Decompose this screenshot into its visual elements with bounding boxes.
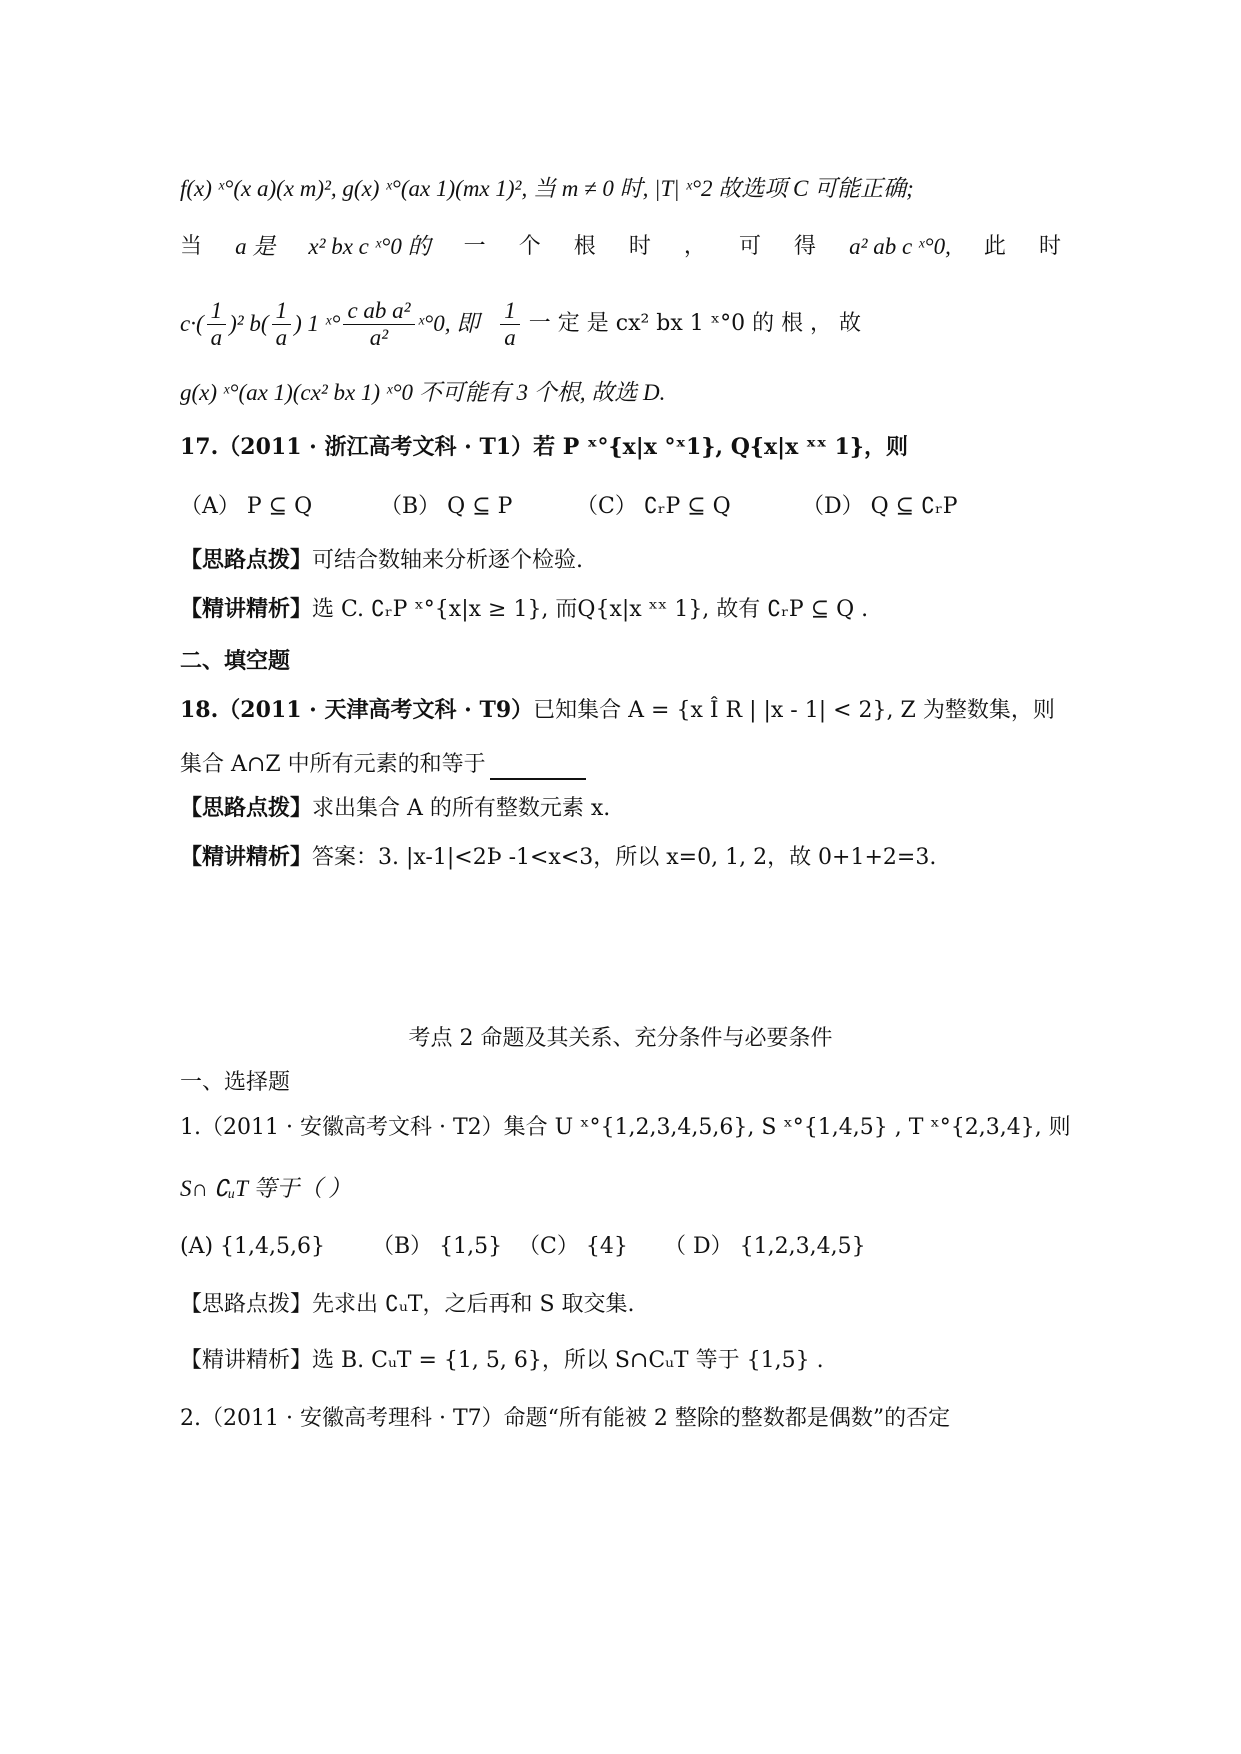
question-1-options <box>180 1232 1061 1262</box>
question-1-answer: 【精讲精析】选 B. CᵤT = {1, 5, 6}，所以 S∩CᵤT 等于 {1,5} . <box>180 1348 824 1373</box>
question-17: 17.（2011 · 浙江高考文科 · T1）若 P ˣ°{x|x °ˣ1}, Q{x|x ˣˣ 1}，则 <box>180 434 908 460</box>
question-18-answer: 【精讲精析】答案：3. |x-1|<2Þ -1<x<3，所以 x=0, 1, 2，故 0+1+2=3. <box>180 844 937 870</box>
option-b: （B） {1,5} <box>372 1234 503 1259</box>
option-b: （B） Q ⊆ P <box>380 494 513 519</box>
line-fraction-equation: c·( $\frac{1}{a}$ )² b( $\frac{1}{a}$ ) 1 ˣ° $\frac{\text{c ab a²}}{\text{a²}}$ ˣ°0, 即 $\frac{1}{a}$ 一 定 是 cx² bx 1 ˣ°0 的 根 ， 故 <box>180 297 862 350</box>
fraction-c-ab-a2: $\frac{\text{c ab a²}}{\text{a²}}$ <box>343 298 414 351</box>
answer-blank <box>490 756 586 780</box>
option-d: （ D） {1,2,3,4,5} <box>664 1234 866 1259</box>
option-c: （C） {4} <box>518 1234 628 1259</box>
line-f-g-definition: f(x) ˣ°(x a)(x m)², g(x) ˣ°(ax 1)(mx 1)², 当 m ≠ 0 时, |T| ˣ°2 故选项 C 可能正确; <box>180 176 914 201</box>
option-d: （D） Q ⊆ ∁ᵣP <box>802 494 958 519</box>
option-a: （A） P ⊆ Q <box>180 494 313 519</box>
question-17-answer: 【精讲精析】选 C. ∁ᵣP ˣ°{x|x ≥ 1}, 而Q{x|x ˣˣ 1}, 故有 ∁ᵣP ⊆ Q . <box>180 596 869 622</box>
question-2: 2.（2011 · 安徽高考理科 · T7）命题“所有能被 2 整除的整数都是偶数”的否定 <box>180 1406 951 1431</box>
question-1: 1.（2011 · 安徽高考文科 · T2）集合 U ˣ°{1,2,3,4,5,6}, S ˣ°{1,4,5} , T ˣ°{2,3,4}, 则 <box>180 1115 1071 1140</box>
question-17-hint: 【思路点拨】可结合数轴来分析逐个检验. <box>180 547 584 573</box>
option-c: （C） ∁ᵣP ⊆ Q <box>576 494 731 519</box>
section-choice: 一、选择题 <box>180 1070 291 1095</box>
question-17-options <box>180 492 1061 522</box>
question-18: 18.（2011 · 天津高考文科 · T9）已知集合 A = {x Î R | |x - 1| < 2}, Z 为整数集，则 <box>180 697 1055 723</box>
line-g-conclusion: g(x) ˣ°(ax 1)(cx² bx 1) ˣ°0 不可能有 3 个根, 故选 D. <box>180 380 666 405</box>
option-a: (A) {1,4,5,6} <box>180 1234 326 1259</box>
fraction-one-over-a: $\frac{1}{a}$ <box>207 298 227 351</box>
fraction-one-over-a: $\frac{1}{a}$ <box>500 298 520 351</box>
line-root-condition: 当 a 是 x² bx c ˣ°0 的 一 个 根 时 ， 可 得 a² ab c ˣ°0, 此 时 <box>180 234 1061 259</box>
answer-label: 【精讲精析】 <box>180 1348 313 1373</box>
topic-heading: 考点 2 命题及其关系、充分条件与必要条件 <box>408 1026 833 1051</box>
question-1-hint: 【思路点拨】先求出 ∁ᵤT，之后再和 S 取交集. <box>180 1292 635 1317</box>
question-18-cont: 集合 A∩Z 中所有元素的和等于 <box>180 750 1061 780</box>
question-18-hint: 【思路点拨】求出集合 A 的所有整数元素 x. <box>180 795 611 821</box>
hint-label: 【思路点拨】 <box>180 547 313 573</box>
answer-label: 【精讲精析】 <box>180 596 313 622</box>
answer-label: 【精讲精析】 <box>180 844 313 870</box>
hint-label: 【思路点拨】 <box>180 795 313 821</box>
section-fill-in: 二、填空题 <box>180 648 291 674</box>
question-1-cont: S∩ ∁ᵤT 等于（ ） <box>180 1176 352 1201</box>
hint-label: 【思路点拨】 <box>180 1292 313 1317</box>
fraction-one-over-a: $\frac{1}{a}$ <box>272 298 292 351</box>
